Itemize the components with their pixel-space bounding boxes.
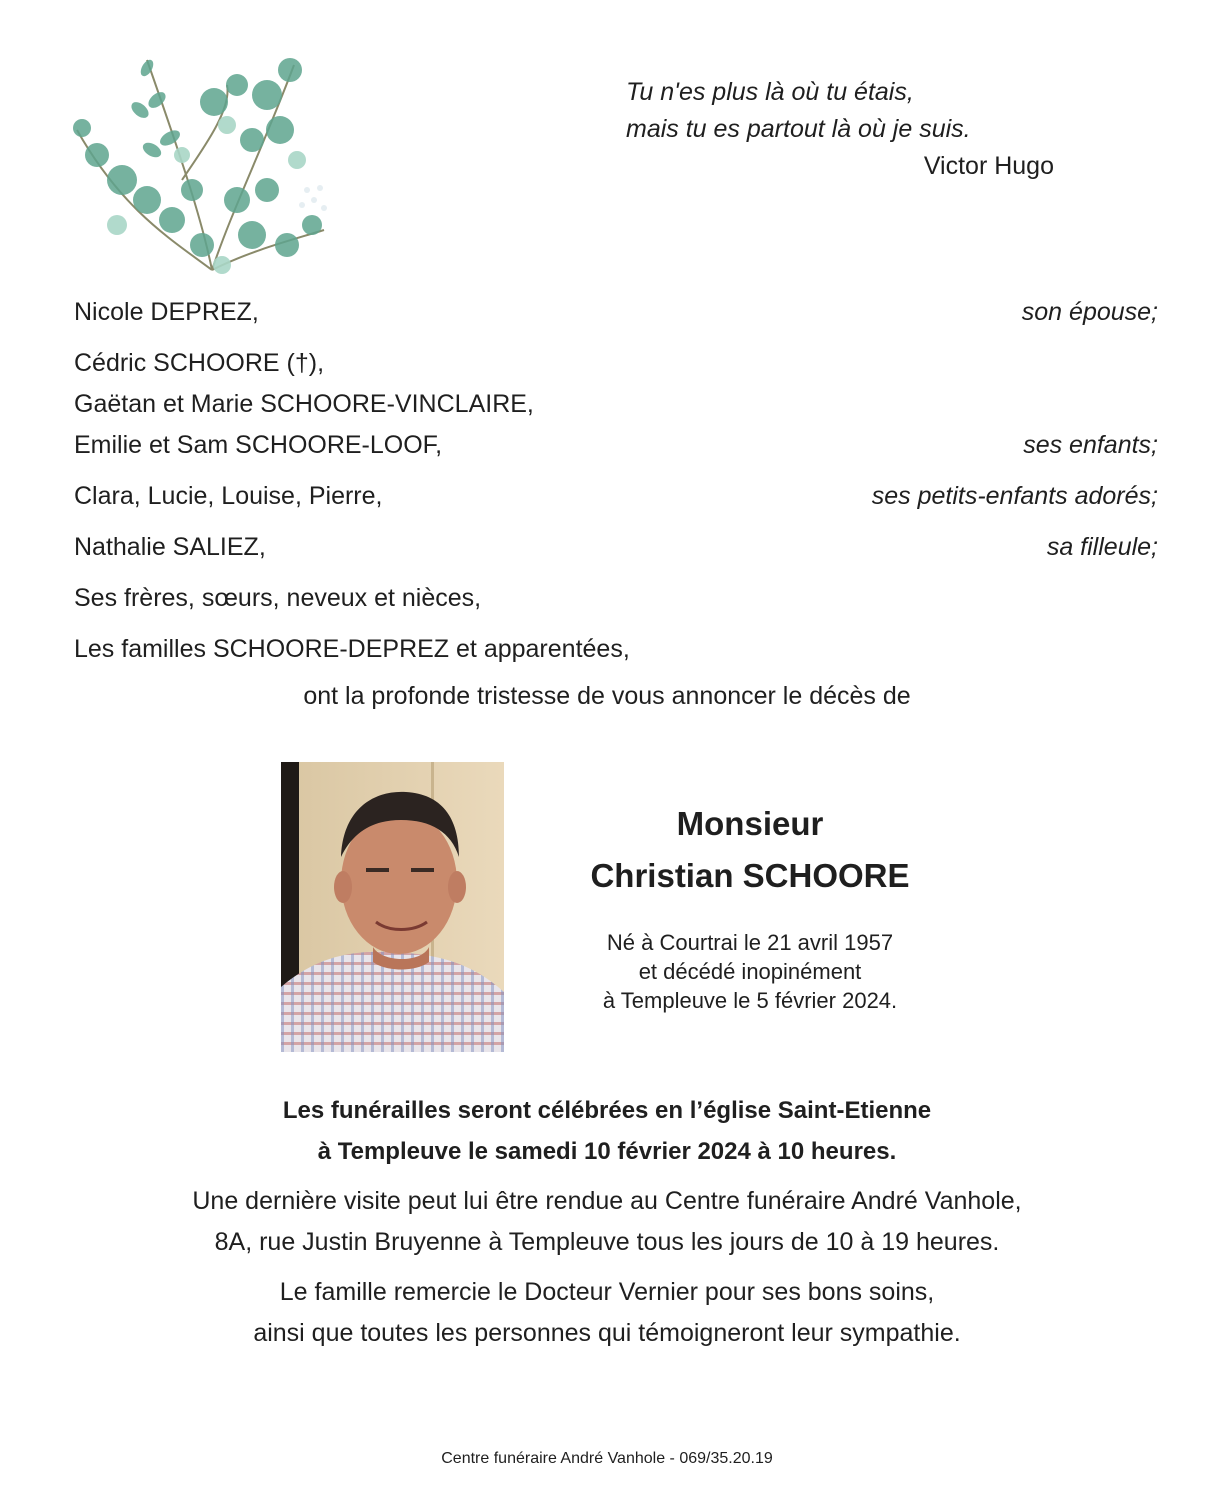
thanks-note [0, 1272, 1214, 1354]
quote-line-2: mais tu es partout là où je suis. [626, 115, 971, 143]
family-member: Gaëtan et Marie SCHOORE-VINCLAIRE, [74, 390, 534, 418]
family-member: Clara, Lucie, Louise, Pierre, [74, 482, 383, 510]
funeral-line-1: Les funérailles seront célébrées en l’église Saint-Etienne [282, 1097, 932, 1124]
family-relation: ses petits-enfants adorés; [871, 482, 1158, 510]
quote [626, 74, 1086, 185]
death-line-2: à Templeuve le 5 février 2024. [602, 988, 898, 1013]
visit-line-2: 8A, rue Justin Bruyenne à Templeuve tous les jours de 10 à 19 heures. [214, 1228, 1000, 1256]
family-member: Les familles SCHOORE-DEPREZ et apparentées, [74, 635, 630, 663]
visit-info [0, 1181, 1214, 1263]
footer: Centre funéraire André Vanhole - 069/35.20.19 [441, 1450, 773, 1467]
family-member: Nicole DEPREZ, [74, 298, 259, 326]
family-group-spouse [74, 292, 1158, 333]
family-member: Emilie et Sam SCHOORE-LOOF, [74, 431, 443, 459]
portrait-photo [281, 762, 504, 1052]
thanks-line-2: ainsi que toutes les personnes qui témoigneront leur sympathie. [253, 1319, 961, 1347]
family-member: Nathalie SALIEZ, [74, 533, 266, 561]
family-list [74, 292, 1158, 680]
deceased-name: Christian SCHOORE [590, 857, 910, 894]
death-line-1: et décédé inopinément [638, 959, 862, 984]
family-group-siblings [74, 578, 1158, 619]
funeral-line-2: à Templeuve le samedi 10 février 2024 à 10 heures. [317, 1138, 897, 1165]
family-group-children [74, 343, 1158, 466]
deceased-dates [560, 928, 940, 1015]
funeral-info [0, 1090, 1214, 1172]
deceased-title: Monsieur [676, 805, 824, 842]
deceased-name-block [560, 798, 940, 902]
thanks-line-1: Le famille remercie le Docteur Vernier pour ses bons soins, [279, 1278, 935, 1306]
family-relation: sa filleule; [1046, 533, 1158, 561]
family-member: Cédric SCHOORE (†), [74, 349, 325, 377]
family-group-goddaughter [74, 527, 1158, 568]
family-member: Ses frères, sœurs, neveux et nièces, [74, 584, 482, 612]
birth-line: Né à Courtrai le 21 avril 1957 [606, 930, 894, 955]
family-group-grandchildren [74, 476, 1158, 517]
family-group-families [74, 629, 1158, 670]
quote-line-1: Tu n'es plus là où tu étais, [626, 78, 914, 106]
family-relation: ses enfants; [1023, 431, 1158, 459]
family-relation: son épouse; [1021, 298, 1158, 326]
eucalyptus-illustration [62, 40, 342, 280]
quote-author: Victor Hugo [923, 152, 1054, 180]
visit-line-1: Une dernière visite peut lui être rendue au Centre funéraire André Vanhole, [192, 1187, 1022, 1215]
announcement: ont la profonde tristesse de vous annoncer le décès de [303, 682, 911, 710]
